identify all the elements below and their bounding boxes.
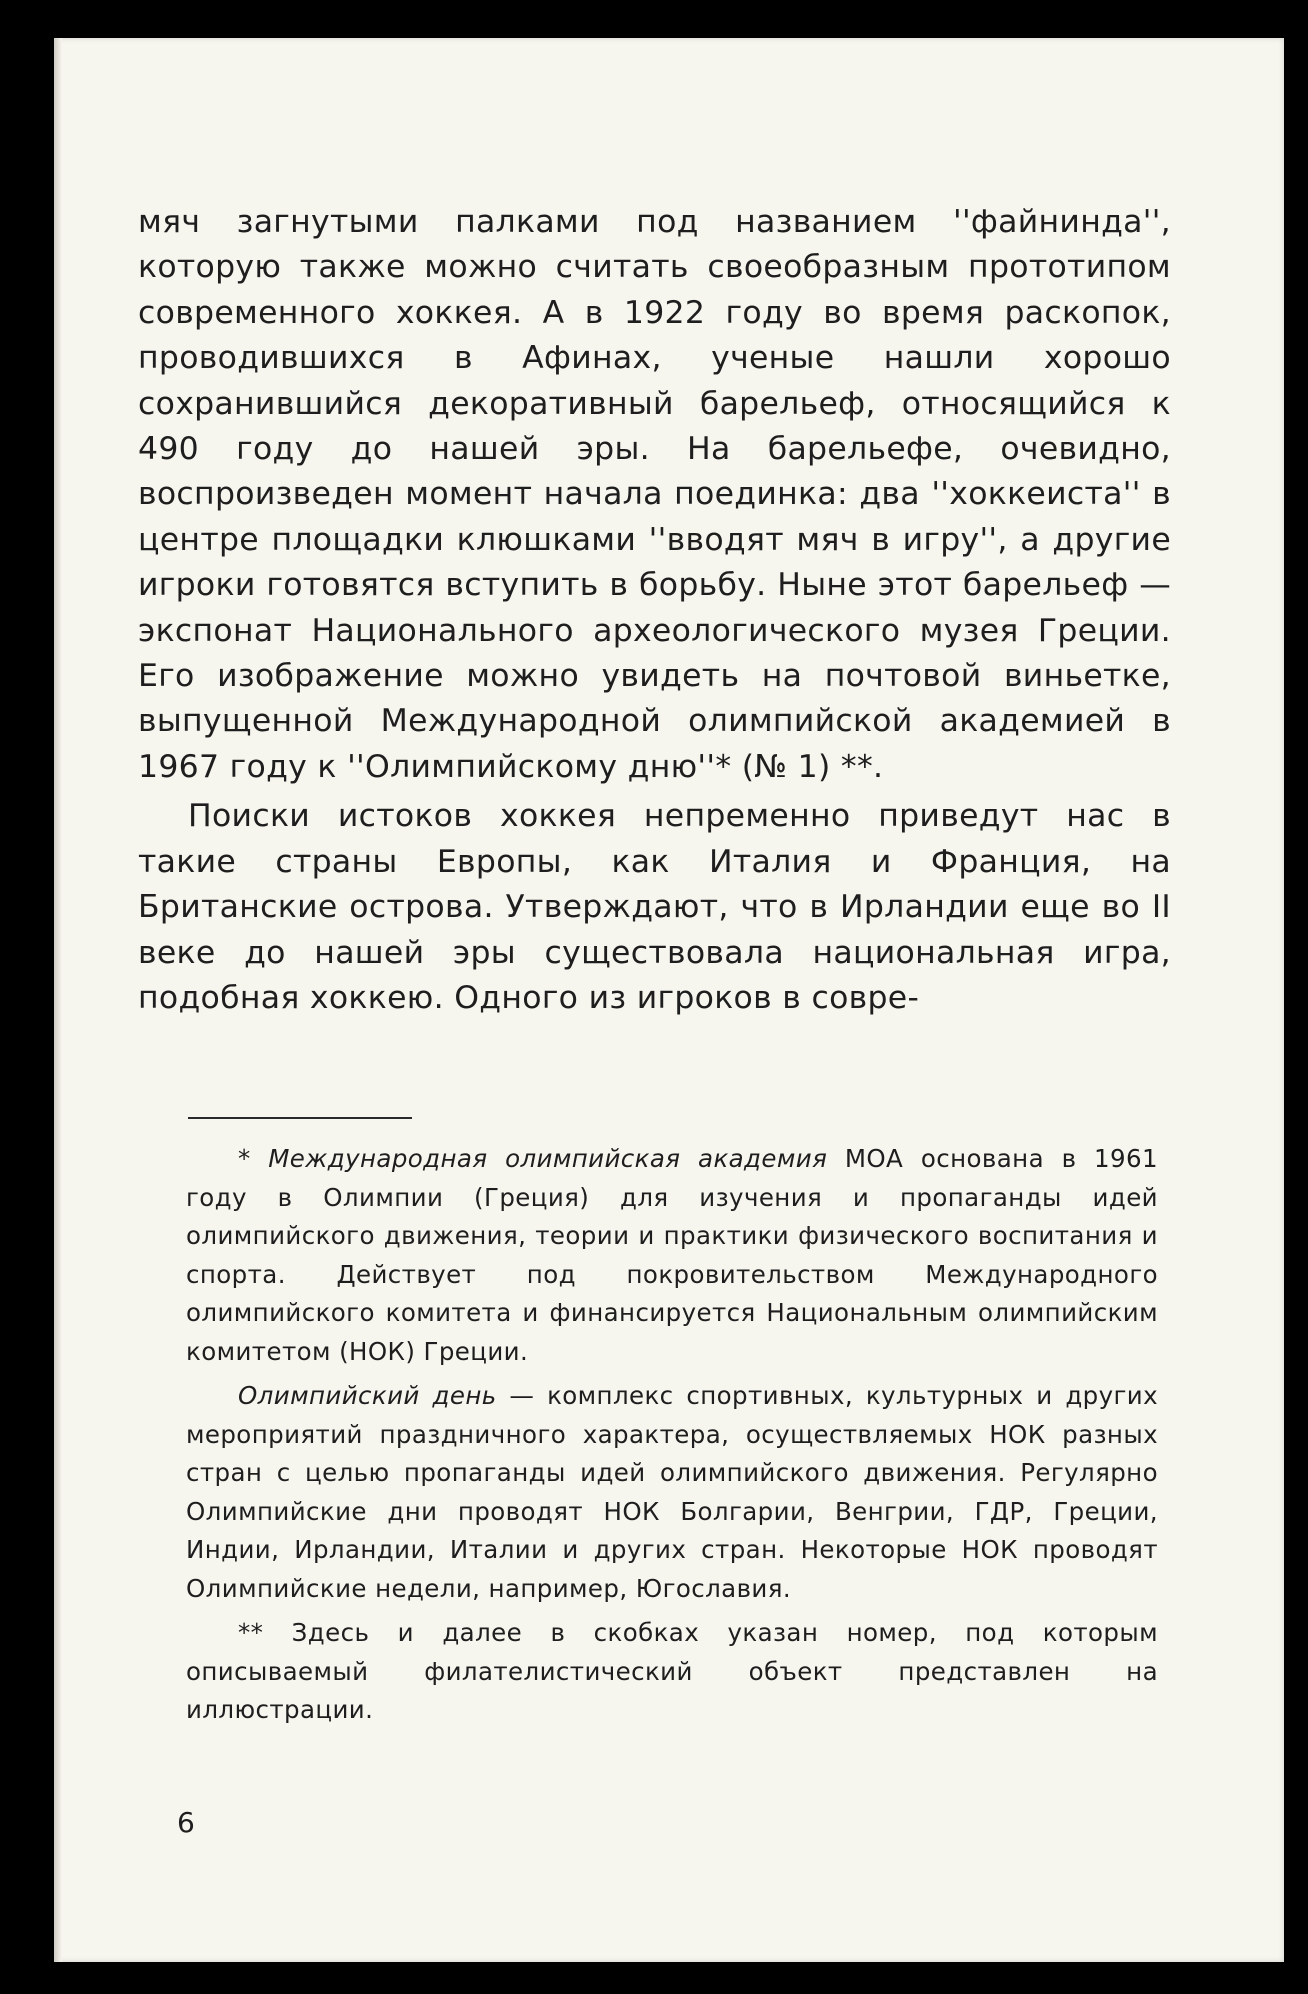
footnote-2-term: Олимпийский день bbox=[238, 1381, 497, 1410]
footnote-2 bbox=[186, 1377, 1158, 1608]
footnote-2-text: — комплекс спортивных, культурных и других мероприятий праздничного характера, осуществляемых НОК разных стран с целью пропаганды идей олимпийского движения. Регулярно Олимпийские дни проводят НОК Болгарии, Венгрии, ГДР, Греции, Индии, Ирландии, Италии и других стран. Некоторые НОК проводят Олимпийские недели, например, Югославия. bbox=[186, 1381, 1158, 1603]
paragraph-2: Поиски истоков хоккея непременно приведут нас в такие страны Европы, как Италия и Франция, на Британские острова. Утверждают, что в Ирландии еще во II веке до нашей эры существовала национальная игра, подобная хоккею. Одного из игроков в совре- bbox=[138, 798, 1171, 1016]
footnote-1 bbox=[186, 1140, 1158, 1371]
paragraph-1: мяч загнутыми палками под названием ''файнинда'', которую также можно считать своеобразным прототипом современного хоккея. А в 1922 году во время раскопок, проводившихся в Афинах, ученые нашли хорошо сохранившийся декоративный барельеф, относящийся к 490 году до нашей эры. На барельефе, очевидно, воспроизведен момент начала поединка: два ''хоккеиста'' в центре площадки клюшками ''вводят мяч в игру'', а другие игроки готовятся вступить в борьбу. Ныне этот барельеф — экспонат Национального археологического музея Греции. Его изображение можно увидеть на почтовой виньетке, выпущенной Международной олимпийской академией в 1967 году к ''Олимпийскому дню''* (№ 1) **. bbox=[138, 204, 1171, 785]
footnote-3: ** Здесь и далее в скобках указан номер, под которым описываемый филателистический объект представлен на иллюстрации. bbox=[186, 1618, 1158, 1724]
footnote-1-marker: * bbox=[238, 1144, 269, 1173]
footnotes bbox=[186, 1140, 1158, 1730]
footnote-1-term: Международная олимпийская академия bbox=[268, 1144, 828, 1173]
footnote-divider bbox=[188, 1117, 412, 1119]
footnote-1-text: МОА основана в 1961 году в Олимпии (Греция) для изучения и пропаганды идей олимпийского движения, теории и практики физического воспитания и спорта. Действует под покровительством Международного олимпийского комитета и финансируется Национальным олимпийским комитетом (НОК) Греции. bbox=[186, 1144, 1158, 1366]
page-edge-shadow bbox=[54, 38, 62, 1962]
main-text bbox=[138, 200, 1171, 1021]
page-number: 6 bbox=[177, 1806, 195, 1839]
